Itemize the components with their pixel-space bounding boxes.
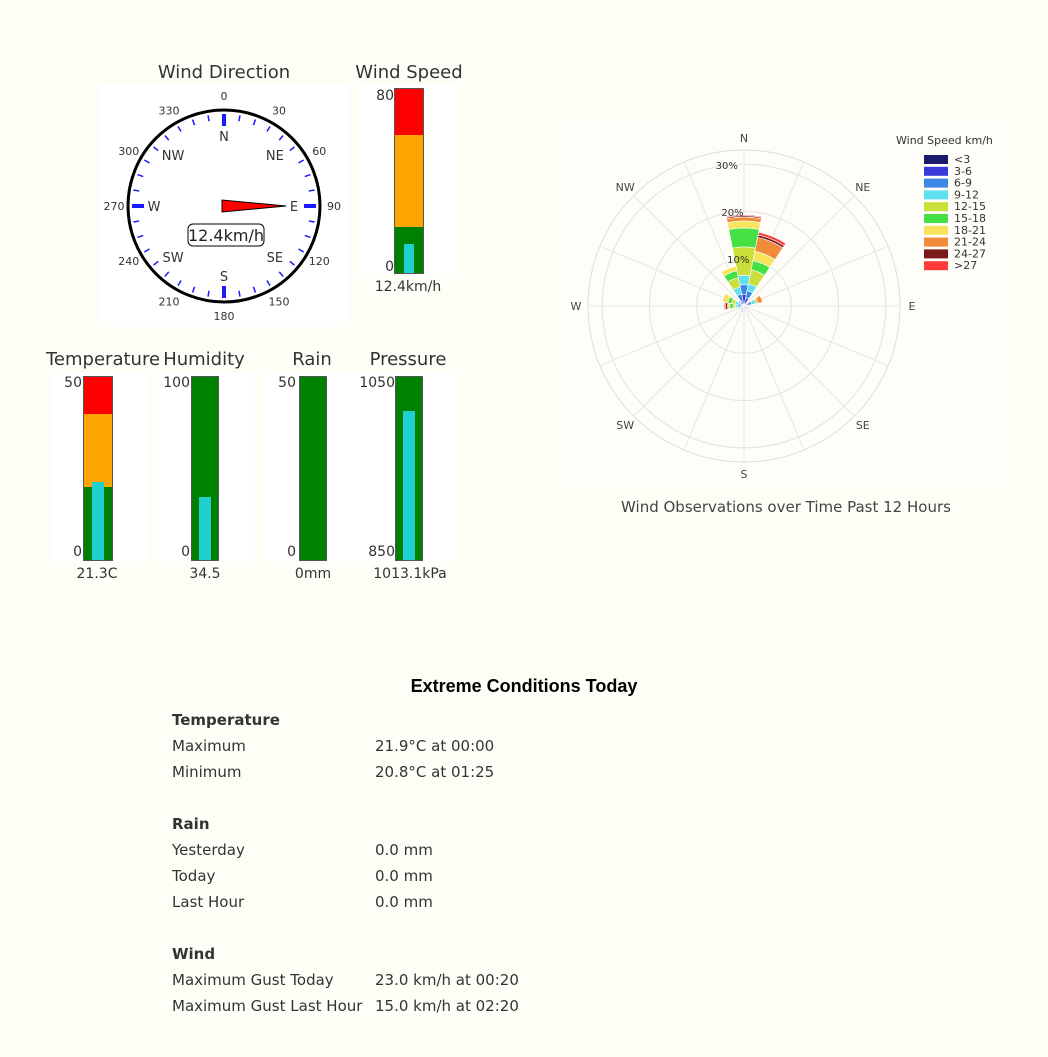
rose-spoke bbox=[744, 306, 888, 366]
temperature-zone-orange bbox=[84, 414, 112, 487]
rose-bar-segment bbox=[727, 221, 760, 230]
rose-radial-tick-label: 20% bbox=[721, 208, 744, 220]
extremes-label: Yesterday bbox=[172, 841, 245, 859]
wind-speed-value: 12.4km/h bbox=[374, 279, 442, 295]
rain-min-label: 0 bbox=[287, 544, 296, 560]
wind-speed-zone-orange bbox=[395, 135, 423, 227]
rose-legend-title: Wind Speed km/h bbox=[896, 134, 993, 147]
extremes-row bbox=[172, 840, 772, 866]
compass-degree-label: 90 bbox=[327, 200, 341, 213]
extremes-temperature-heading: Temperature bbox=[172, 711, 280, 729]
rose-legend-label: 18-21 bbox=[954, 223, 986, 237]
rose-direction-label: SE bbox=[855, 418, 870, 432]
compass-cardinal-label: N bbox=[219, 130, 229, 145]
pressure-bar bbox=[395, 376, 423, 561]
rose-legend-swatch bbox=[924, 155, 948, 164]
rose-direction-label: N bbox=[739, 132, 749, 145]
compass-cardinal-label: NW bbox=[161, 149, 185, 165]
wind-rose-caption: Wind Observations over Time Past 12 Hours bbox=[621, 498, 951, 516]
extremes-value: 23.0 km/h at 00:20 bbox=[375, 971, 519, 989]
rose-direction-label: E bbox=[908, 300, 916, 313]
rose-direction-label: W bbox=[570, 300, 582, 313]
rose-legend-swatch bbox=[924, 249, 948, 258]
extremes-wind-heading: Wind bbox=[172, 945, 216, 963]
extremes-value: 20.8°C at 01:25 bbox=[375, 763, 495, 781]
rose-legend-swatch bbox=[924, 261, 948, 270]
compass-tick bbox=[133, 221, 139, 222]
rose-legend-label: >27 bbox=[954, 259, 978, 273]
extremes-value: 0.0 mm bbox=[375, 841, 433, 859]
rose-legend-swatch bbox=[924, 214, 948, 223]
wind-speed-zone-red bbox=[395, 89, 423, 135]
compass-cardinal-label: NE bbox=[265, 149, 284, 165]
temperature-max-label: 50 bbox=[64, 375, 82, 391]
temperature-min-label: 0 bbox=[73, 544, 82, 560]
rose-spoke bbox=[744, 306, 854, 416]
extremes-title: Extreme Conditions Today bbox=[410, 676, 638, 696]
humidity-level bbox=[199, 497, 211, 560]
pressure-gauge bbox=[360, 373, 456, 561]
compass-tick bbox=[208, 115, 209, 121]
wind-speed-level bbox=[404, 244, 414, 273]
humidity-max-label: 100 bbox=[163, 375, 190, 391]
rose-spoke bbox=[600, 246, 744, 306]
extremes-row bbox=[172, 762, 772, 788]
pressure-title: Pressure bbox=[369, 349, 447, 370]
pressure-value: 1013.1kPa bbox=[373, 566, 447, 582]
compass-degree-label: 60 bbox=[312, 145, 327, 158]
extremes-label: Maximum bbox=[172, 737, 246, 755]
extremes-row bbox=[172, 736, 772, 762]
rain-bar bbox=[299, 376, 327, 561]
rain-max-label: 50 bbox=[278, 375, 296, 391]
humidity-title: Humidity bbox=[163, 349, 245, 370]
humidity-gauge bbox=[158, 373, 254, 561]
rose-direction-label: NE bbox=[855, 181, 871, 195]
rose-legend-label: 15-18 bbox=[954, 212, 986, 225]
pressure-min-label: 850 bbox=[368, 544, 395, 560]
compass-cardinal-label: SE bbox=[266, 250, 284, 266]
extremes-label: Minimum bbox=[172, 763, 242, 781]
rose-legend-swatch bbox=[924, 226, 948, 235]
extremes-row bbox=[172, 996, 772, 1022]
rose-spoke bbox=[634, 306, 744, 416]
humidity-bar bbox=[191, 376, 219, 561]
compass-degree-label: 150 bbox=[268, 295, 290, 309]
compass-degree-label: 30 bbox=[272, 104, 286, 118]
compass-degree-label: 210 bbox=[158, 295, 180, 309]
extremes-row bbox=[172, 892, 772, 918]
rose-bar-segment bbox=[746, 305, 747, 306]
temperature-value: 21.3C bbox=[76, 566, 118, 582]
compass-degree-label: 120 bbox=[308, 255, 330, 268]
rain-value: 0mm bbox=[294, 566, 332, 582]
compass-tick bbox=[239, 115, 240, 121]
compass-tick bbox=[208, 291, 209, 297]
pressure-max-label: 1050 bbox=[359, 375, 395, 391]
extremes-value: 0.0 mm bbox=[375, 867, 433, 885]
rose-legend-label: 24-27 bbox=[954, 247, 986, 261]
rain-gauge bbox=[264, 373, 360, 561]
extremes-value: 21.9°C at 00:00 bbox=[375, 737, 495, 755]
compass-cardinal-label: S bbox=[219, 270, 229, 285]
rose-spoke bbox=[744, 306, 804, 450]
rose-legend-label: 21-24 bbox=[954, 235, 986, 249]
extremes-label: Last Hour bbox=[172, 893, 245, 911]
rose-legend-swatch bbox=[924, 190, 948, 199]
rose-bar-segment bbox=[724, 302, 726, 310]
wind-rose-chart bbox=[562, 124, 1010, 484]
compass-tick bbox=[133, 190, 139, 191]
compass-degree-label: 330 bbox=[158, 104, 180, 118]
extremes-table bbox=[172, 710, 772, 1022]
compass-cardinal-label: SW bbox=[162, 250, 184, 266]
rose-legend-label: 6-9 bbox=[954, 176, 972, 190]
extremes-row bbox=[172, 866, 772, 892]
rose-legend-swatch bbox=[924, 167, 948, 176]
wind-speed-max-label: 80 bbox=[376, 88, 394, 104]
rose-spoke bbox=[684, 306, 744, 450]
temperature-title: Temperature bbox=[46, 349, 161, 370]
rose-legend-swatch bbox=[924, 202, 948, 211]
compass-degree-label: 0 bbox=[220, 90, 228, 103]
pressure-level bbox=[403, 411, 415, 560]
rose-legend-label: 9-12 bbox=[954, 188, 979, 202]
rose-legend-label: 12-15 bbox=[954, 200, 986, 214]
temperature-gauge bbox=[52, 373, 148, 561]
humidity-min-label: 0 bbox=[181, 544, 190, 560]
compass-cardinal-label: E bbox=[289, 200, 299, 215]
wind-rose-svg bbox=[562, 124, 1010, 484]
extremes-value: 0.0 mm bbox=[375, 893, 433, 911]
wind-direction-gauge bbox=[100, 84, 348, 326]
rose-legend-swatch bbox=[924, 179, 948, 188]
compass-tick bbox=[239, 291, 240, 297]
compass-degree-label: 270 bbox=[103, 200, 125, 213]
wind-speed-gauge bbox=[360, 84, 456, 274]
rose-legend-label: <3 bbox=[954, 153, 971, 166]
rose-radial-tick-label: 30% bbox=[715, 161, 738, 173]
rose-direction-label: SW bbox=[616, 418, 635, 432]
rose-legend-swatch bbox=[924, 238, 948, 247]
rose-radial-tick-label: 10% bbox=[727, 255, 750, 267]
compass-degree-label: 300 bbox=[118, 145, 140, 158]
extremes-row bbox=[172, 970, 772, 996]
compass-degree-label: 180 bbox=[213, 310, 235, 323]
temperature-level bbox=[92, 482, 104, 560]
extremes-value: 15.0 km/h at 02:20 bbox=[375, 997, 519, 1015]
temperature-bar bbox=[83, 376, 113, 561]
compass-cardinal-label: W bbox=[147, 200, 161, 215]
compass-tick bbox=[309, 221, 315, 222]
rose-spoke bbox=[600, 306, 744, 366]
compass-readout-text: 12.4km/h bbox=[187, 226, 265, 245]
extremes-label: Maximum Gust Today bbox=[172, 971, 334, 989]
compass-degree-label: 240 bbox=[118, 255, 140, 268]
wind-direction-title: Wind Direction bbox=[157, 62, 291, 83]
rose-direction-label: NW bbox=[615, 181, 635, 195]
temperature-zone-red bbox=[84, 377, 112, 414]
rain-title: Rain bbox=[292, 349, 332, 370]
wind-speed-min-label: 0 bbox=[385, 259, 394, 275]
compass-dial bbox=[100, 84, 348, 326]
extremes-rain-heading: Rain bbox=[172, 815, 210, 833]
wind-speed-title: Wind Speed bbox=[355, 62, 463, 83]
rose-direction-label: S bbox=[740, 468, 748, 481]
extremes-label: Maximum Gust Last Hour bbox=[172, 997, 363, 1015]
humidity-value: 34.5 bbox=[189, 566, 221, 582]
rose-bar-segment bbox=[729, 228, 759, 248]
extremes-label: Today bbox=[172, 867, 216, 885]
compass-tick bbox=[309, 190, 315, 191]
wind-speed-bar bbox=[394, 88, 424, 274]
rose-legend-label: 3-6 bbox=[954, 164, 972, 178]
